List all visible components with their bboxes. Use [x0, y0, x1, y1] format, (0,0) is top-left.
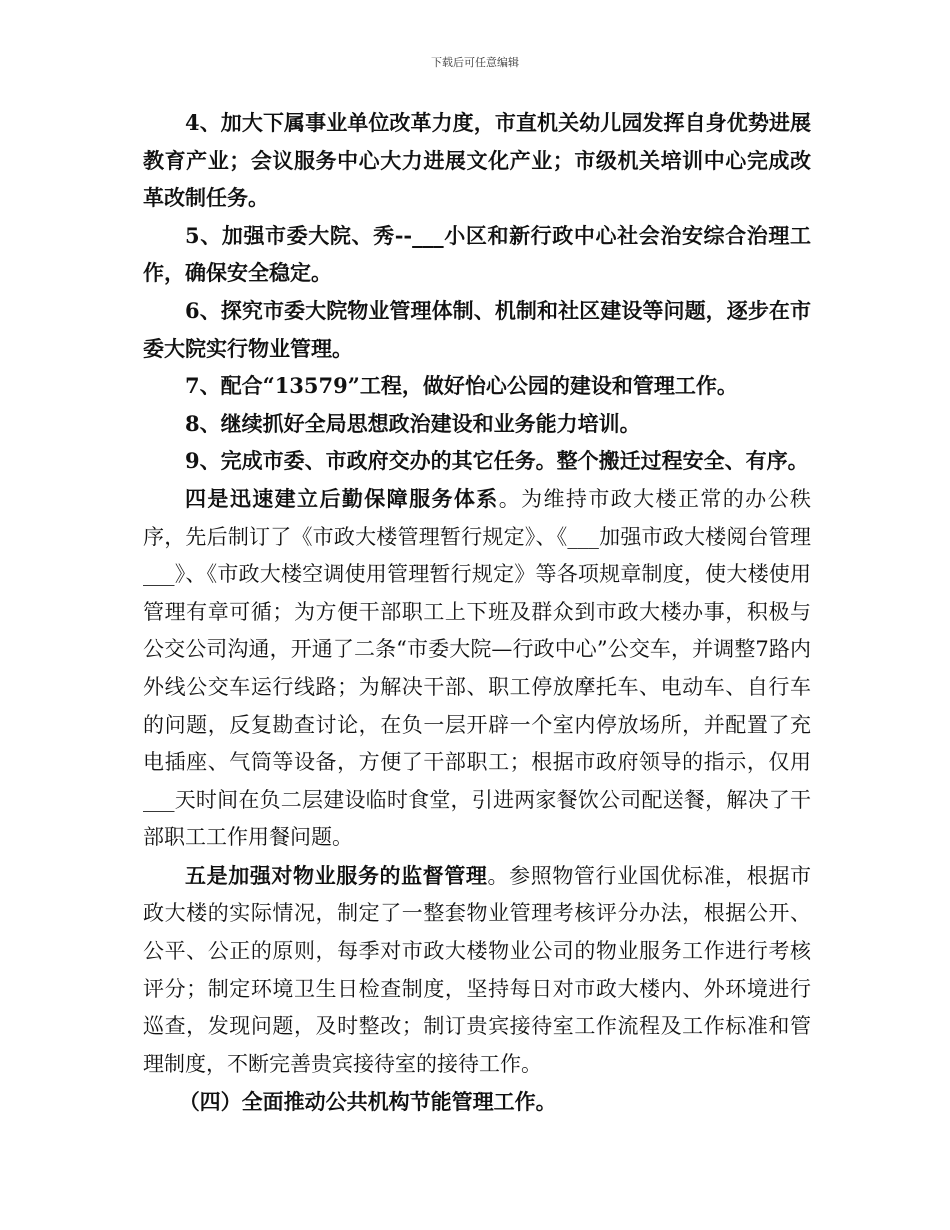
paragraph-property	[143, 857, 811, 1084]
page-header: 下载后可任意编辑	[431, 56, 519, 69]
paragraph-logistics-lead: 四是迅速建立后勤保障服务体系	[185, 485, 499, 511]
paragraph-property-lead: 五是加强对物业服务的监督管理	[185, 862, 488, 888]
paragraph-logistics	[143, 480, 811, 857]
section-heading: （四）全面推动公共机构节能管理工作。	[178, 1089, 557, 1115]
document-body	[143, 104, 811, 1121]
list-item-9: 9、完成市委、市政府交办的其它任务。整个搬迁过程安全、有序。	[185, 448, 809, 474]
list-item-4: 4、加大下属事业单位改革力度，市直机关幼儿园发挥自身优势进展教育产业；会议服务中心大力进展文化产业；市级机关培训中心完成改革改制任务。	[143, 110, 811, 211]
paragraph-logistics-body: 。为维持市政大楼正常的办公秩序，先后制订了《市政大楼管理暂行规定》、《___加强市政大楼阅台管理___》、《市政大楼空调使用管理暂行规定》等各项规章制度，使大楼使用管理有章可循；为方便干部职工上下班及群众到市政大楼办事，积极与公交公司沟通，开通了二条“市委大院—行政中心”公交车，并调整7路内外线公交车运行线路；为解决干部、职工停放摩托车、电动车、自行车的问题，反复勘查讨论，在负一层开辟一个室内停放场所，并配置了充电插座、气筒等设备，方便了干部职工；根据市政府领导的指示，仅用___天时间在负二层建设临时食堂，引进两家餐饮公司配送餐，解决了干部职工工作用餐问题。	[143, 486, 811, 850]
paragraph-property-body: 。参照物管行业国优标准，根据市政大楼的实际情况，制定了一整套物业管理考核评分办法，根据公开、公平、公正的原则，每季对市政大楼物业公司的物业服务工作进行考核评分；制定环境卫生日检查制度，坚持每日对市政大楼内、外环境进行巡查，发现问题，及时整改；制订贵宾接待室工作流程及工作标准和管理制度，不断完善贵宾接待室的接待工作。	[143, 863, 811, 1076]
list-item-8: 8、继续抓好全局思想政治建设和业务能力培训。	[185, 410, 641, 436]
list-item-7: 7、配合“13579”工程，做好怡心公园的建设和管理工作。	[185, 373, 738, 399]
list-item-6: 6、探究市委大院物业管理体制、机制和社区建设等问题，逐步在市委大院实行物业管理。	[143, 297, 811, 361]
list-item-5: 5、加强市委大院、秀--___小区和新行政中心社会治安综合治理工作，确保安全稳定。	[143, 222, 811, 286]
